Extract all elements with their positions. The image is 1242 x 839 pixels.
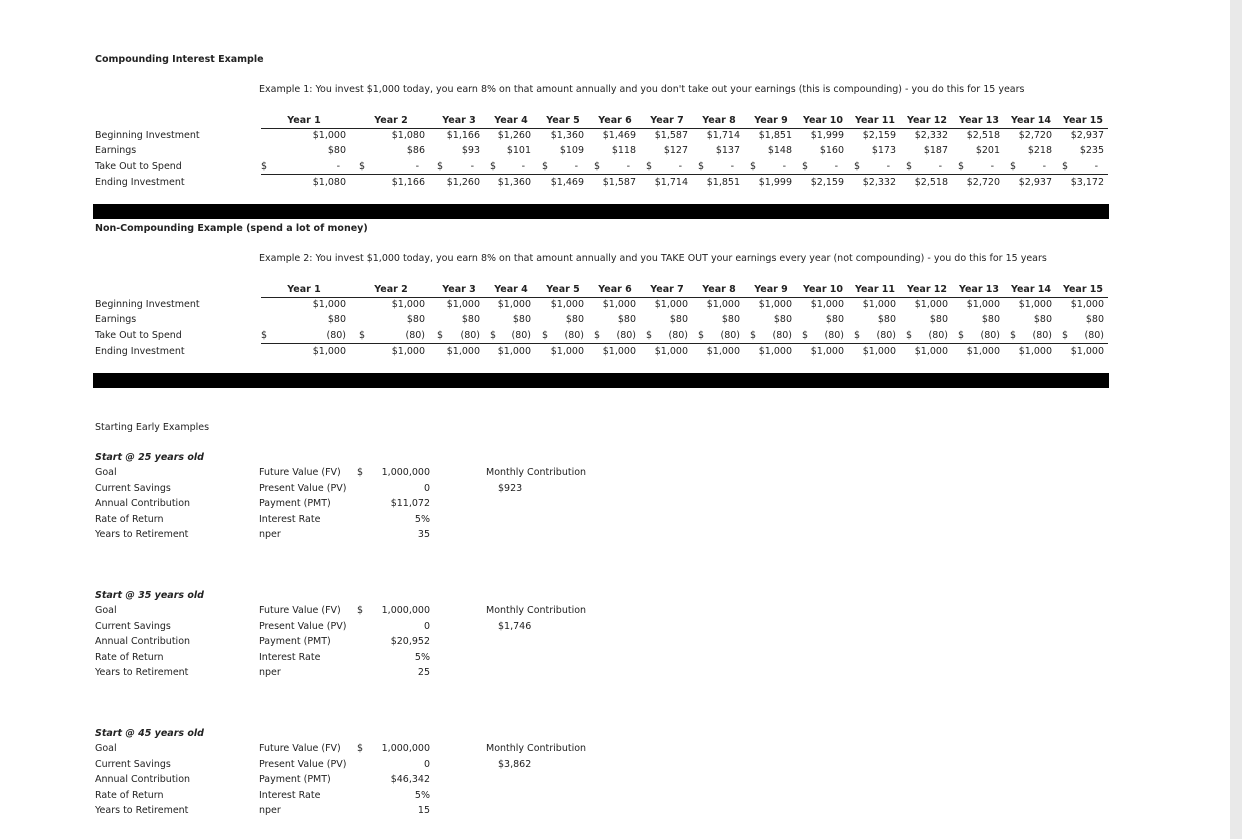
scenario-value: 0 bbox=[423, 482, 430, 494]
column-header: Year 15 bbox=[1062, 284, 1104, 295]
scenario-term: Interest Rate bbox=[259, 651, 321, 663]
table-cell: $1,714 bbox=[654, 177, 688, 188]
column-header: Year 10 bbox=[802, 284, 844, 295]
table-cell: $1,360 bbox=[497, 177, 531, 188]
table-cell: $93 bbox=[461, 145, 480, 156]
table-cell: - bbox=[938, 161, 942, 172]
table-cell: $1,851 bbox=[706, 177, 740, 188]
table-cell: $1,999 bbox=[810, 130, 844, 141]
table-cell: $1,260 bbox=[497, 130, 531, 141]
dollar-sign: $ bbox=[437, 330, 444, 341]
column-header: Year 7 bbox=[650, 115, 684, 126]
table-cell: (80) bbox=[1084, 330, 1104, 341]
column-header: Year 6 bbox=[598, 115, 632, 126]
table-cell: $1,000 bbox=[862, 299, 896, 310]
scenario-label: Rate of Return bbox=[95, 513, 164, 525]
table-cell: $1,000 bbox=[602, 346, 636, 357]
scenario-title: Start @ 25 years old bbox=[95, 452, 204, 463]
table-cell: - bbox=[1094, 161, 1098, 172]
scenario-label: Annual Contribution bbox=[95, 636, 191, 647]
table-cell: - bbox=[730, 161, 734, 172]
column-header: Year 3 bbox=[442, 284, 476, 295]
column-header: Year 4 bbox=[494, 284, 528, 295]
dollar-sign: $ bbox=[854, 330, 861, 341]
table-cell: $1,000 bbox=[706, 299, 740, 310]
table-cell: (80) bbox=[928, 330, 948, 341]
table-cell: $1,000 bbox=[810, 346, 844, 357]
table-cell: $2,720 bbox=[1018, 130, 1052, 141]
column-header: Year 15 bbox=[1062, 115, 1104, 126]
dollar-sign: $ bbox=[542, 161, 549, 172]
scenario-label: Annual Contribution bbox=[95, 774, 191, 785]
table-cell: $218 bbox=[1027, 145, 1052, 156]
page-edge bbox=[1230, 0, 1242, 839]
section-divider bbox=[93, 204, 1109, 219]
table-cell: $80 bbox=[929, 314, 948, 325]
scenario-value: 5% bbox=[414, 651, 430, 663]
table-cell: $1,000 bbox=[1018, 346, 1052, 357]
table-cell: $1,000 bbox=[550, 346, 584, 357]
column-header: Year 2 bbox=[374, 115, 408, 126]
table-cell: $173 bbox=[871, 145, 896, 156]
monthly-contribution-value: $1,746 bbox=[498, 621, 532, 632]
table-cell: $2,332 bbox=[862, 177, 896, 188]
table-cell: $2,518 bbox=[966, 130, 1000, 141]
monthly-contribution-label: Monthly Contribution bbox=[486, 467, 587, 478]
table-cell: $1,000 bbox=[550, 299, 584, 310]
scenario-term: Future Value (FV) bbox=[259, 467, 341, 478]
dollar-sign: $ bbox=[854, 161, 861, 172]
table-cell: $1,000 bbox=[497, 299, 531, 310]
dollar-sign: $ bbox=[698, 161, 705, 172]
scenario-value: 25 bbox=[417, 667, 430, 678]
table-cell: $80 bbox=[565, 314, 584, 325]
table-cell: $1,999 bbox=[758, 177, 792, 188]
scenario-label: Rate of Return bbox=[95, 789, 164, 801]
table-cell: $1,166 bbox=[446, 130, 480, 141]
scenario-value: 0 bbox=[423, 758, 430, 770]
table-cell: $80 bbox=[617, 314, 636, 325]
table-cell: - bbox=[990, 161, 994, 172]
table-cell: $1,000 bbox=[654, 299, 688, 310]
header-underline bbox=[261, 297, 1108, 298]
column-header: Year 2 bbox=[374, 284, 408, 295]
dollar-sign: $ bbox=[261, 161, 268, 172]
table-cell: $1,000 bbox=[602, 299, 636, 310]
table-cell: $80 bbox=[825, 314, 844, 325]
table-cell: $1,000 bbox=[862, 346, 896, 357]
table-cell: $1,000 bbox=[758, 299, 792, 310]
table-cell: $1,000 bbox=[1070, 346, 1104, 357]
table-cell: (80) bbox=[405, 330, 425, 341]
table-cell: (80) bbox=[824, 330, 844, 341]
table-cell: $1,360 bbox=[550, 130, 584, 141]
table-cell: $1,260 bbox=[446, 177, 480, 188]
table-cell: $1,000 bbox=[966, 346, 1000, 357]
table-cell: $235 bbox=[1079, 145, 1104, 156]
scenario-value: 5% bbox=[414, 513, 430, 525]
table-cell: $2,518 bbox=[914, 177, 948, 188]
table-cell: $1,587 bbox=[654, 130, 688, 141]
table-cell: $2,937 bbox=[1018, 177, 1052, 188]
scenario-term: Payment (PMT) bbox=[259, 636, 331, 647]
scenario-term: Interest Rate bbox=[259, 789, 321, 801]
total-underline bbox=[261, 343, 1108, 344]
column-header: Year 5 bbox=[546, 284, 580, 295]
dollar-sign: $ bbox=[698, 330, 705, 341]
scenario-term: Future Value (FV) bbox=[259, 605, 341, 616]
table-cell: $1,000 bbox=[312, 346, 346, 357]
table-cell: $101 bbox=[506, 145, 531, 156]
scenario-label: Current Savings bbox=[95, 758, 171, 770]
table-row bbox=[93, 177, 1108, 192]
column-header: Year 5 bbox=[546, 115, 580, 126]
table-cell: - bbox=[470, 161, 474, 172]
table-cell: $2,720 bbox=[966, 177, 1000, 188]
scenario-value: 0 bbox=[423, 620, 430, 632]
dollar-sign: $ bbox=[1010, 161, 1017, 172]
table-cell: $80 bbox=[327, 314, 346, 325]
dollar-sign: $ bbox=[437, 161, 444, 172]
table-cell: - bbox=[415, 161, 419, 172]
scenario-term: Present Value (PV) bbox=[259, 758, 347, 770]
column-header: Year 13 bbox=[958, 284, 1000, 295]
dollar-sign: $ bbox=[1010, 330, 1017, 341]
dollar-sign: $ bbox=[594, 330, 601, 341]
table-cell: $1,080 bbox=[391, 130, 425, 141]
scenario-term: Future Value (FV) bbox=[259, 743, 341, 754]
dollar-sign: $ bbox=[646, 330, 653, 341]
monthly-contribution-value: $923 bbox=[498, 483, 523, 494]
table-cell: (80) bbox=[511, 330, 531, 341]
table-row bbox=[93, 314, 1108, 329]
table-cell: $1,000 bbox=[1070, 299, 1104, 310]
table-cell: - bbox=[834, 161, 838, 172]
scenario-term: nper bbox=[259, 667, 281, 678]
total-underline bbox=[261, 174, 1108, 175]
table-cell: $148 bbox=[767, 145, 792, 156]
dollar-sign: $ bbox=[357, 605, 364, 616]
table-cell: $1,714 bbox=[706, 130, 740, 141]
column-header: Year 14 bbox=[1010, 115, 1052, 126]
scenario-value: 1,000,000 bbox=[381, 467, 430, 478]
table-cell: $80 bbox=[773, 314, 792, 325]
column-header: Year 9 bbox=[754, 115, 788, 126]
column-header: Year 11 bbox=[854, 115, 896, 126]
table-cell: (80) bbox=[326, 330, 346, 341]
scenario-term: Interest Rate bbox=[259, 513, 321, 525]
column-header: Year 10 bbox=[802, 115, 844, 126]
dollar-sign: $ bbox=[958, 161, 965, 172]
table-cell: $80 bbox=[669, 314, 688, 325]
column-header: Year 3 bbox=[442, 115, 476, 126]
table-cell: $1,000 bbox=[1018, 299, 1052, 310]
dollar-sign: $ bbox=[802, 330, 809, 341]
table-cell: $201 bbox=[975, 145, 1000, 156]
table-cell: $1,000 bbox=[706, 346, 740, 357]
table-cell: $86 bbox=[406, 145, 425, 156]
table-cell: $160 bbox=[819, 145, 844, 156]
table-cell: $80 bbox=[327, 145, 346, 156]
starting-early-title: Starting Early Examples bbox=[95, 422, 210, 433]
table-cell: - bbox=[574, 161, 578, 172]
scenario-label: Years to Retirement bbox=[95, 667, 189, 678]
table-cell: $80 bbox=[1085, 314, 1104, 325]
column-header: Year 13 bbox=[958, 115, 1000, 126]
table-cell: $118 bbox=[611, 145, 636, 156]
table-cell: $1,469 bbox=[602, 130, 636, 141]
table-row bbox=[93, 130, 1108, 145]
dollar-sign: $ bbox=[357, 743, 364, 754]
table-cell: $1,000 bbox=[654, 346, 688, 357]
table-cell: $1,080 bbox=[312, 177, 346, 188]
dollar-sign: $ bbox=[1062, 330, 1069, 341]
table-row bbox=[93, 346, 1108, 361]
scenario-label: Goal bbox=[95, 467, 117, 478]
table-cell: - bbox=[782, 161, 786, 172]
table-cell: $80 bbox=[877, 314, 896, 325]
scenario-term: Present Value (PV) bbox=[259, 482, 347, 494]
table-cell: $1,000 bbox=[312, 130, 346, 141]
table-cell: $1,000 bbox=[446, 299, 480, 310]
table-cell: (80) bbox=[772, 330, 792, 341]
dollar-sign: $ bbox=[646, 161, 653, 172]
dollar-sign: $ bbox=[1062, 161, 1069, 172]
noncompounding-title: Non-Compounding Example (spend a lot of money) bbox=[95, 223, 368, 234]
table-cell: $2,937 bbox=[1070, 130, 1104, 141]
dollar-sign: $ bbox=[261, 330, 268, 341]
column-header: Year 6 bbox=[598, 284, 632, 295]
table-cell: (80) bbox=[980, 330, 1000, 341]
table-cell: $3,172 bbox=[1070, 177, 1104, 188]
table-cell: $1,000 bbox=[497, 346, 531, 357]
table-cell: (80) bbox=[1032, 330, 1052, 341]
scenario-term: Present Value (PV) bbox=[259, 620, 347, 632]
table-cell: $80 bbox=[1033, 314, 1052, 325]
scenario-value: 5% bbox=[414, 789, 430, 801]
table-cell: $187 bbox=[923, 145, 948, 156]
scenario-value: $11,072 bbox=[390, 498, 430, 509]
scenario-label: Current Savings bbox=[95, 620, 171, 632]
dollar-sign: $ bbox=[906, 330, 913, 341]
scenario-value: 15 bbox=[417, 805, 430, 816]
header-underline bbox=[261, 128, 1108, 129]
column-header: Year 7 bbox=[650, 284, 684, 295]
dollar-sign: $ bbox=[542, 330, 549, 341]
table-cell: - bbox=[521, 161, 525, 172]
table-cell: (80) bbox=[616, 330, 636, 341]
scenario-label: Goal bbox=[95, 743, 117, 754]
scenario-title: Start @ 35 years old bbox=[95, 590, 204, 601]
table-cell: $2,332 bbox=[914, 130, 948, 141]
scenario-term: nper bbox=[259, 805, 281, 816]
scenario-value: $46,342 bbox=[390, 774, 430, 785]
row-label: Take Out to Spend bbox=[95, 330, 182, 341]
table-cell: $1,000 bbox=[810, 299, 844, 310]
table-cell: $1,000 bbox=[312, 299, 346, 310]
dollar-sign: $ bbox=[490, 161, 497, 172]
table-cell: $1,000 bbox=[758, 346, 792, 357]
column-header: Year 9 bbox=[754, 284, 788, 295]
table-cell: (80) bbox=[460, 330, 480, 341]
table-cell: $80 bbox=[981, 314, 1000, 325]
dollar-sign: $ bbox=[906, 161, 913, 172]
scenario-label: Annual Contribution bbox=[95, 498, 191, 509]
table-cell: $1,000 bbox=[914, 299, 948, 310]
table-cell: $1,000 bbox=[914, 346, 948, 357]
scenario-value: 1,000,000 bbox=[381, 605, 430, 616]
table-cell: $80 bbox=[512, 314, 531, 325]
dollar-sign: $ bbox=[359, 161, 366, 172]
dollar-sign: $ bbox=[750, 161, 757, 172]
scenario-label: Years to Retirement bbox=[95, 805, 189, 816]
table-cell: (80) bbox=[668, 330, 688, 341]
table-cell: $137 bbox=[715, 145, 740, 156]
table-cell: $1,851 bbox=[758, 130, 792, 141]
column-header: Year 4 bbox=[494, 115, 528, 126]
scenario-label: Goal bbox=[95, 605, 117, 616]
row-label: Earnings bbox=[95, 314, 137, 325]
dollar-sign: $ bbox=[958, 330, 965, 341]
table-cell: - bbox=[1042, 161, 1046, 172]
table-cell: $1,000 bbox=[966, 299, 1000, 310]
row-label: Beginning Investment bbox=[95, 299, 200, 310]
monthly-contribution-label: Monthly Contribution bbox=[486, 743, 587, 754]
column-header: Year 12 bbox=[906, 284, 948, 295]
table-cell: $1,166 bbox=[391, 177, 425, 188]
compounding-title: Compounding Interest Example bbox=[95, 54, 264, 65]
table-cell: (80) bbox=[564, 330, 584, 341]
table-cell: $1,000 bbox=[391, 346, 425, 357]
noncompounding-description: Example 2: You invest $1,000 today, you earn 8% on that amount annually and you TAKE OUT your earnings every year (not compounding) - you do this for 15 years bbox=[259, 253, 1047, 264]
scenario-value: 1,000,000 bbox=[381, 743, 430, 754]
table-cell: $80 bbox=[721, 314, 740, 325]
dollar-sign: $ bbox=[750, 330, 757, 341]
column-header: Year 1 bbox=[287, 115, 321, 126]
table-cell: - bbox=[336, 161, 340, 172]
column-header: Year 8 bbox=[702, 284, 736, 295]
table-cell: - bbox=[678, 161, 682, 172]
scenario-label: Years to Retirement bbox=[95, 529, 189, 540]
monthly-contribution-label: Monthly Contribution bbox=[486, 605, 587, 616]
scenario-term: Payment (PMT) bbox=[259, 498, 331, 509]
dollar-sign: $ bbox=[357, 467, 364, 478]
scenario-term: nper bbox=[259, 529, 281, 540]
scenario-value: 35 bbox=[417, 529, 430, 540]
compounding-description: Example 1: You invest $1,000 today, you earn 8% on that amount annually and you don't take out your earnings (this is compounding) - you do this for 15 years bbox=[259, 84, 1025, 95]
dollar-sign: $ bbox=[359, 330, 366, 341]
table-cell: $1,469 bbox=[550, 177, 584, 188]
row-label: Ending Investment bbox=[95, 177, 185, 188]
dollar-sign: $ bbox=[490, 330, 497, 341]
table-cell: $2,159 bbox=[810, 177, 844, 188]
table-cell: $1,000 bbox=[446, 346, 480, 357]
table-cell: $109 bbox=[559, 145, 584, 156]
scenario-label: Current Savings bbox=[95, 482, 171, 494]
table-cell: $1,587 bbox=[602, 177, 636, 188]
row-label: Ending Investment bbox=[95, 346, 185, 357]
column-header: Year 14 bbox=[1010, 284, 1052, 295]
table-cell: $127 bbox=[663, 145, 688, 156]
row-label: Beginning Investment bbox=[95, 130, 200, 141]
table-cell: $80 bbox=[461, 314, 480, 325]
dollar-sign: $ bbox=[594, 161, 601, 172]
table-cell: $2,159 bbox=[862, 130, 896, 141]
column-header: Year 1 bbox=[287, 284, 321, 295]
row-label: Take Out to Spend bbox=[95, 161, 182, 172]
table-cell: (80) bbox=[876, 330, 896, 341]
table-cell: (80) bbox=[720, 330, 740, 341]
table-cell: - bbox=[626, 161, 630, 172]
scenario-value: $20,952 bbox=[390, 636, 430, 647]
table-row bbox=[93, 299, 1108, 314]
section-divider bbox=[93, 373, 1109, 388]
scenario-title: Start @ 45 years old bbox=[95, 728, 204, 739]
table-cell: $1,000 bbox=[391, 299, 425, 310]
table-cell: $80 bbox=[406, 314, 425, 325]
table-row bbox=[93, 145, 1108, 160]
table-cell: - bbox=[886, 161, 890, 172]
column-header: Year 12 bbox=[906, 115, 948, 126]
row-label: Earnings bbox=[95, 145, 137, 156]
column-header: Year 8 bbox=[702, 115, 736, 126]
monthly-contribution-value: $3,862 bbox=[498, 759, 532, 770]
column-header: Year 11 bbox=[854, 284, 896, 295]
dollar-sign: $ bbox=[802, 161, 809, 172]
scenario-label: Rate of Return bbox=[95, 651, 164, 663]
scenario-term: Payment (PMT) bbox=[259, 774, 331, 785]
